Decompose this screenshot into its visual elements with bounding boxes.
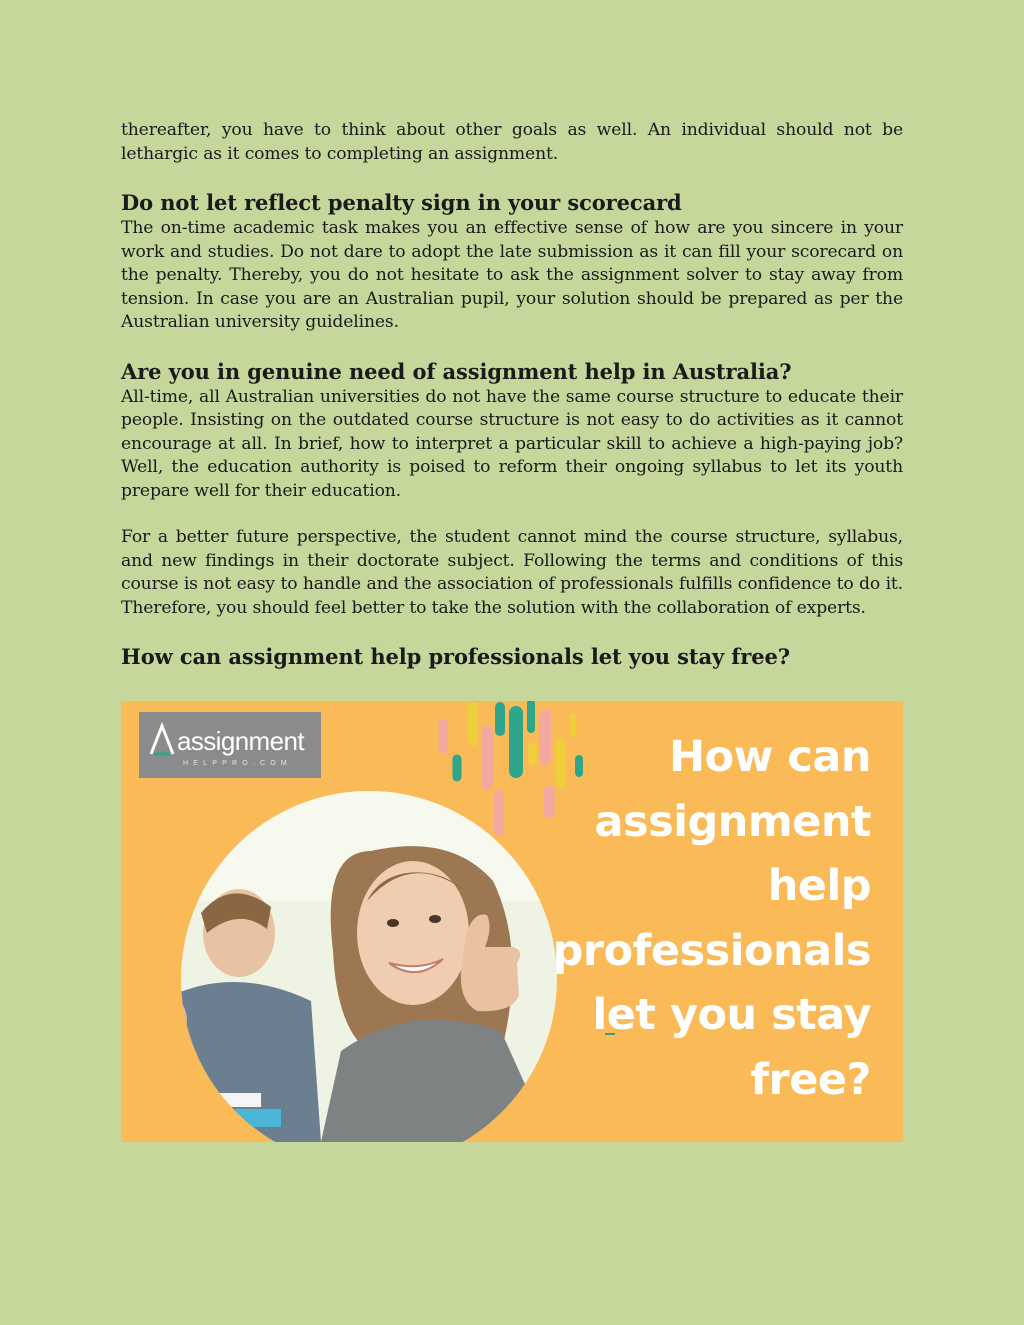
banner-title-line: let you stay — [592, 990, 871, 1040]
banner-title-line: free? — [750, 1054, 871, 1105]
future-paragraph: For a better future perspective, the student cannot mind the course structure, syllabus, and new findings in their doctorate subject. Following the terms and conditions of this course is not easy to handle and the association of professionals fulfills confidence to do it. Therefore, you should feel better to take the solution with the collaboration of experts. — [121, 527, 903, 618]
penalty-paragraph: The on-time academic task makes you an effective sense of how are you sincere in your work and studies. Do not dare to adopt the late submission as it can fill your scorecard on the penalty. Thereby, you do not hesitate to ask the assignment solver to stay away from tension. In case you are an Australian pupil, your solution should be prepared as per the Australian university guidelines. — [121, 218, 903, 332]
logo-caret-icon — [147, 722, 177, 756]
banner-title-line: assignment — [594, 796, 871, 847]
promo-banner-image — [121, 701, 903, 1142]
banner-title-line: professionals — [552, 925, 871, 976]
heading-penalty: Do not let reflect penalty sign in your scorecard — [121, 190, 682, 215]
assignmenthelppro-logo — [139, 712, 321, 778]
intro-paragraph: thereafter, you have to think about other goals as well. An individual should not be lethargic as it comes to completing an assignment. — [121, 120, 903, 164]
logo-subtext: HELPPRO.COM — [183, 760, 292, 767]
banner-title-line: How can — [669, 732, 871, 782]
heading-australia: Are you in genuine need of assignment help in Australia? — [121, 358, 792, 384]
australia-paragraph: All-time, all Australian universities do not have the same course structure to educate their people. Insisting on the outdated course structure is not easy to do activities as it cannot encourage at all. In brief, how to interpret a particular skill to achieve a high-paying job? Well, the education authority is poised to reform their ongoing syllabus to let its youth prepare well for their education. — [121, 386, 903, 501]
logo-word: assignment — [177, 726, 304, 756]
document-body — [121, 119, 903, 671]
heading-professionals: How can assignment help professionals let you stay free? — [121, 644, 790, 669]
banner-title-line: help — [767, 861, 871, 911]
banner-title — [511, 725, 871, 1112]
